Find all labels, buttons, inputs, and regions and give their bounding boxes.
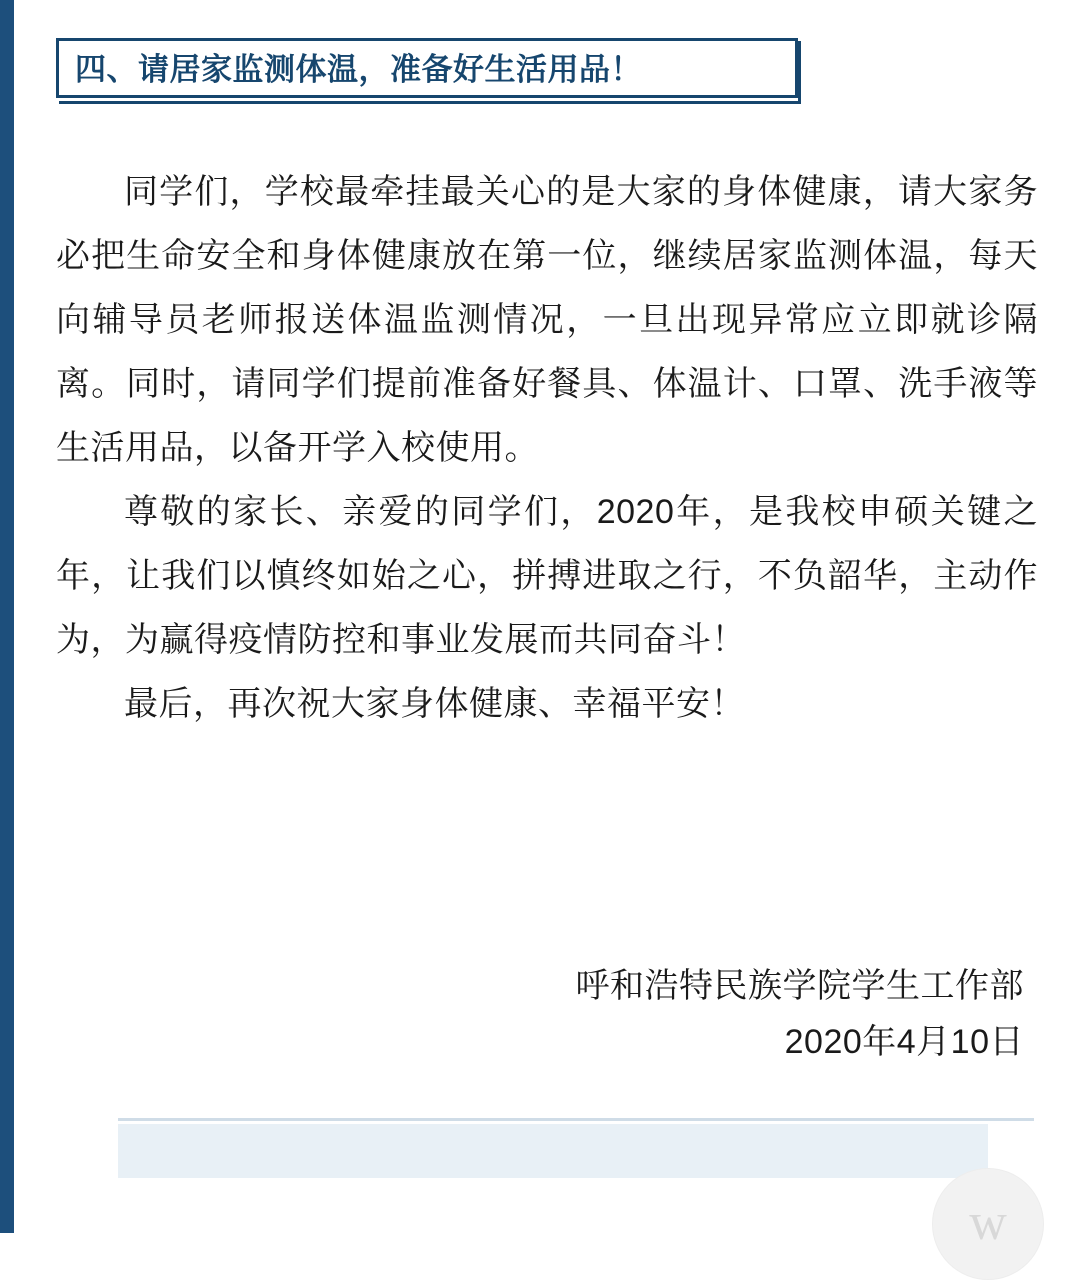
left-accent-bar [0, 0, 14, 1233]
heading-underline [59, 101, 801, 104]
section-heading [56, 38, 798, 132]
footer-rule [118, 1118, 1034, 1121]
watermark-icon: w [932, 1168, 1044, 1280]
paragraph: 最后，再次祝大家身体健康、幸福平安！ [124, 685, 745, 723]
signature-block [576, 958, 1025, 1070]
signature-date: 2020年4月10日 [784, 1023, 1024, 1061]
document-page [14, 0, 1080, 1251]
heading-box [56, 38, 798, 98]
heading-title: 四、请居家监测体温，准备好生活用品！ [75, 52, 642, 87]
paragraph: 尊敬的家长、亲爱的同学们，2020年，是我校申硕关键之年，让我们以慎终如始之心，拼搏进取之行，不负韶华，主动作为，为赢得疫情防控和事业发展而共同奋斗！ [56, 493, 1038, 659]
heading-right-line [798, 41, 801, 101]
paragraph: 同学们，学校最牵挂最关心的是大家的身体健康，请大家务必把生命安全和身体健康放在第一位，继续居家监测体温，每天向辅导员老师报送体温监测情况，一旦出现异常应立即就诊隔离。同时，请同学们提前准备好餐具、体温计、口罩、洗手液等生活用品，以备开学入校使用。 [56, 173, 1038, 467]
signature-organization: 呼和浩特民族学院学生工作部 [575, 967, 1024, 1005]
footer-band [118, 1124, 988, 1178]
document-body [56, 160, 1038, 736]
